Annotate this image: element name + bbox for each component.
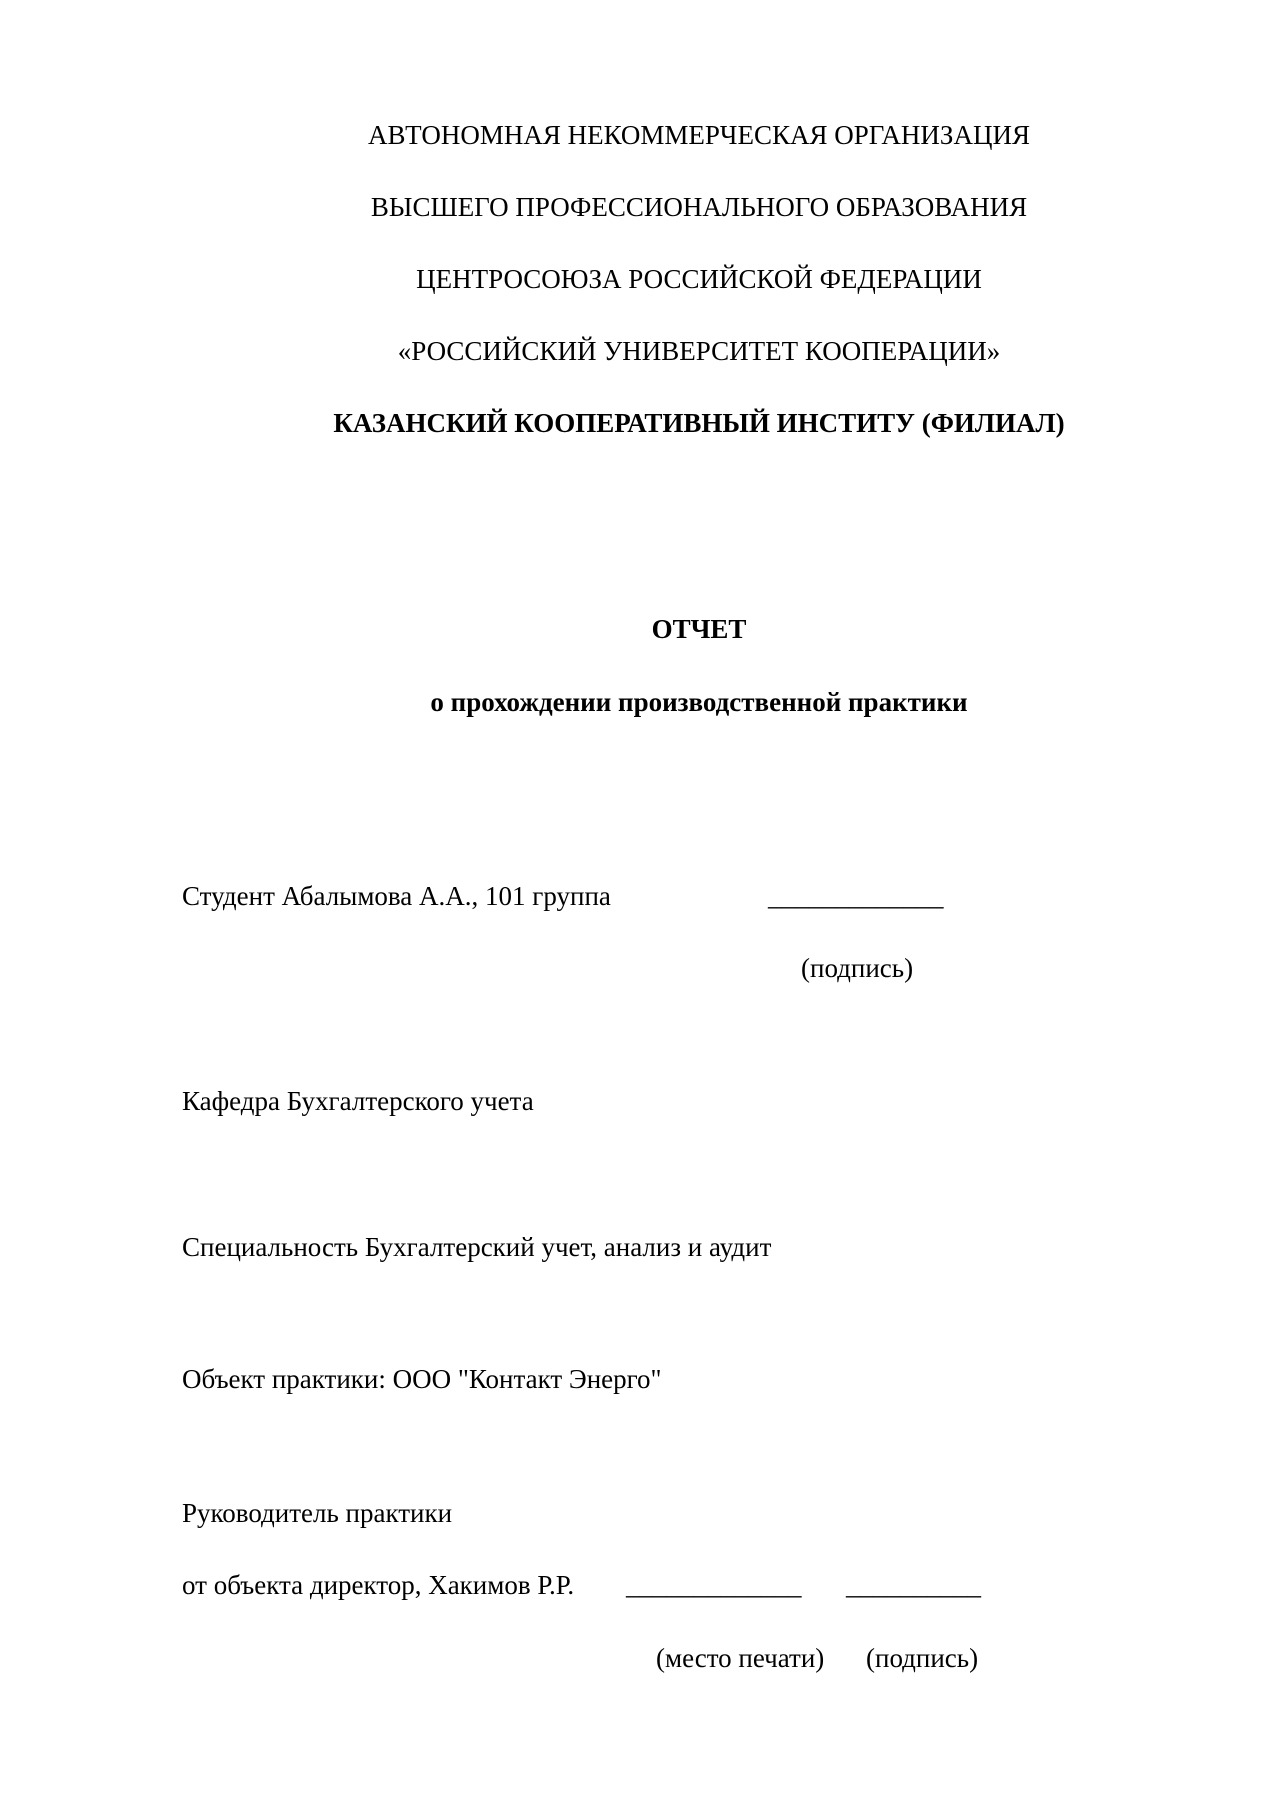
supervisor-label: Руководитель практики — [182, 1498, 453, 1528]
org-line-3: ЦЕНТРОСОЮЗА РОССИЙСКОЙ ФЕДЕРАЦИИ — [416, 264, 982, 294]
department: Кафедра Бухгалтерского учета — [182, 1086, 534, 1116]
org-line-4: «РОССИЙСКИЙ УНИВЕРСИТЕТ КООПЕРАЦИИ» — [397, 336, 1001, 366]
supervisor-name: от объекта директор, Хакимов Р.Р. — [182, 1570, 575, 1600]
org-line-2: ВЫСШЕГО ПРОФЕССИОНАЛЬНОГО ОБРАЗОВАНИЯ — [370, 192, 1028, 222]
org-line-1: АВТОНОМНАЯ НЕКОММЕРЧЕСКАЯ ОРГАНИЗАЦИЯ — [368, 120, 1030, 150]
stamp-line: _____________ — [626, 1570, 802, 1600]
institute-name: КАЗАНСКИЙ КООПЕРАТИВНЫЙ ИНСТИТУ (ФИЛИАЛ) — [333, 408, 1065, 438]
supervisor-signature-caption: (подпись) — [866, 1643, 979, 1673]
report-title: ОТЧЕТ — [651, 614, 747, 644]
supervisor-signature-line: __________ — [846, 1570, 981, 1600]
student-signature-caption: (подпись) — [801, 953, 914, 983]
report-subtitle: о прохождении производственной практики — [430, 687, 968, 717]
student-signature-line: _____________ — [768, 881, 944, 911]
stamp-caption: (место печати) — [656, 1643, 825, 1673]
practice-object: Объект практики: ООО "Контакт Энерго" — [182, 1364, 662, 1394]
student-info: Студент Абалымова А.А., 101 группа — [182, 881, 611, 911]
specialty: Специальность Бухгалтерский учет, анализ и аудит — [182, 1232, 772, 1262]
